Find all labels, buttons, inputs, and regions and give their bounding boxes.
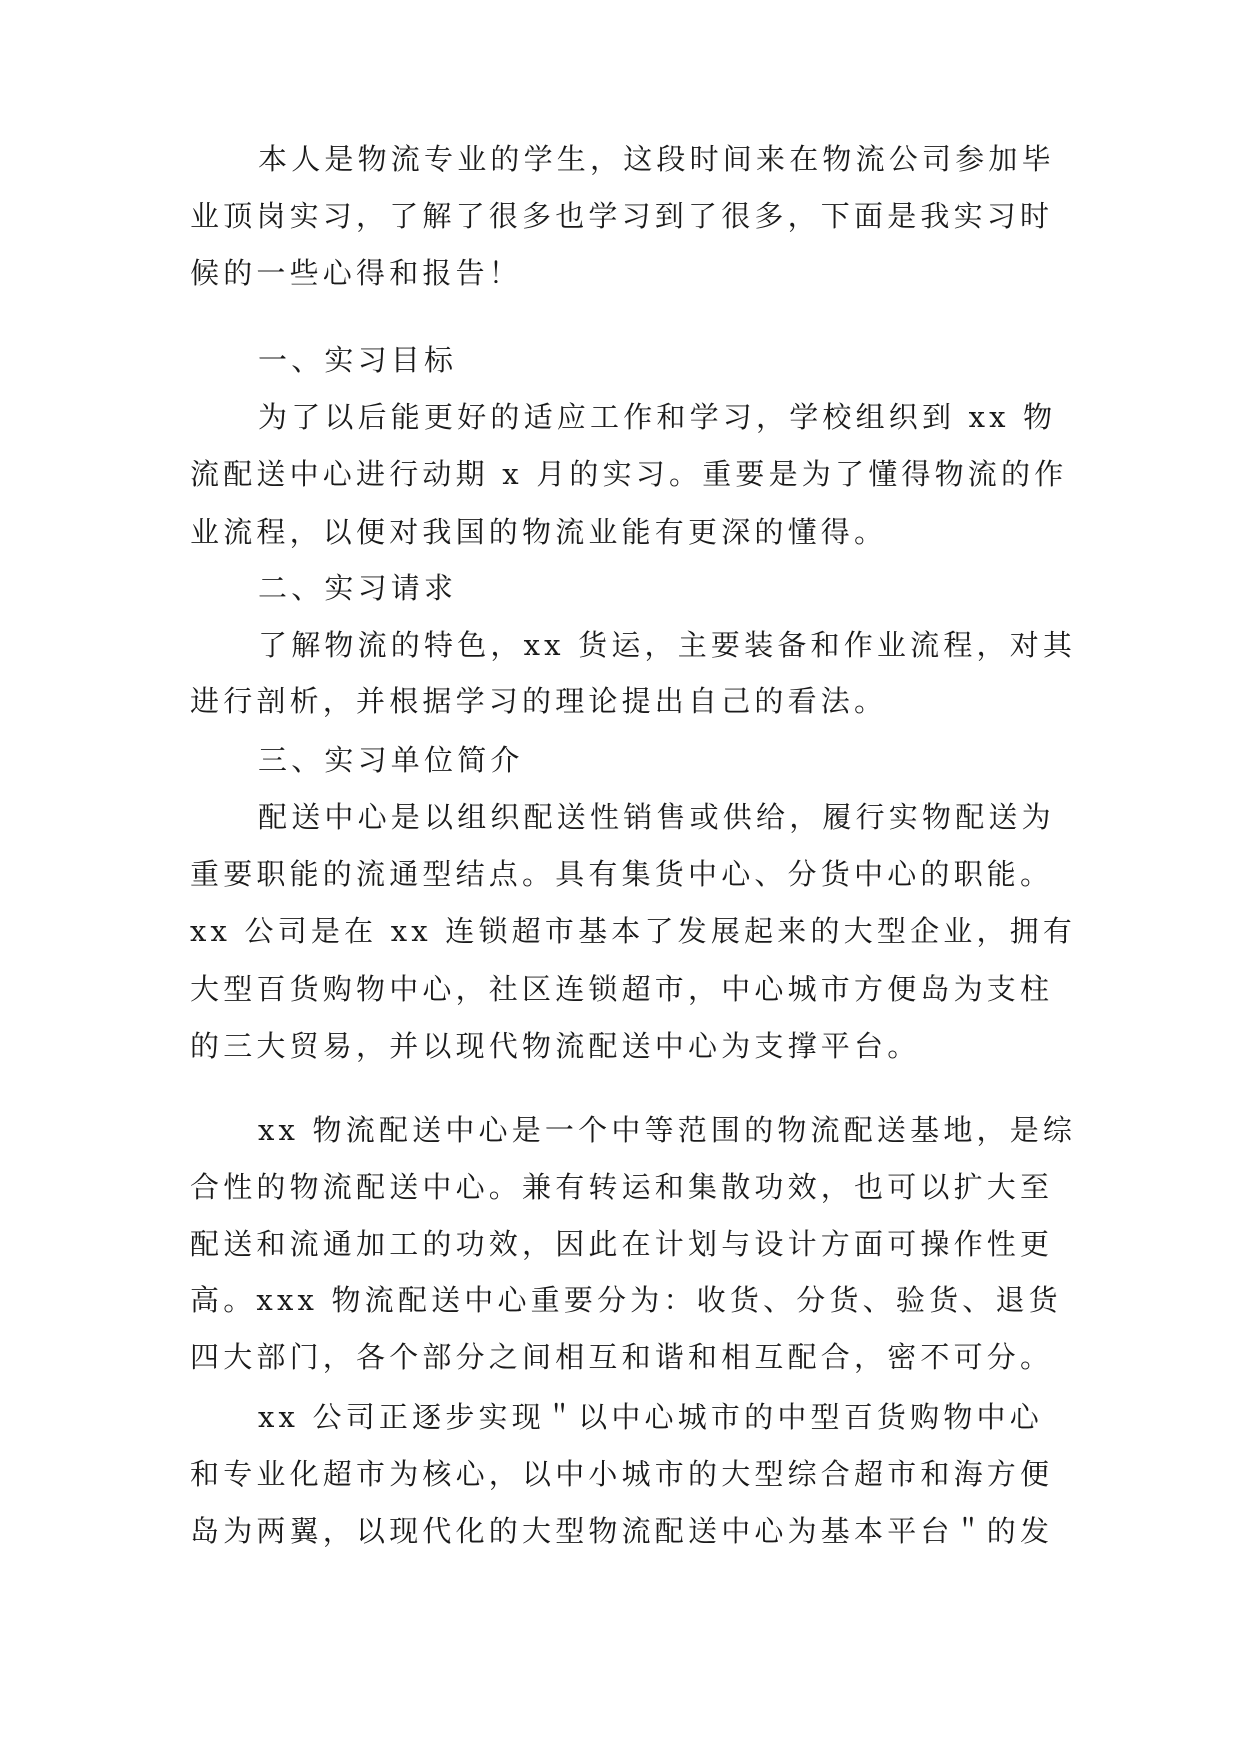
paragraph-unit-line-3: xx 公司是在 xx 连锁超市基本了发展起来的大型企业，拥有 (190, 914, 1077, 948)
paragraph-intro-line-2: 业顶岗实习，了解了很多也学习到了很多，下面是我实习时 (190, 199, 1054, 233)
paragraph-strategy-line-3: 岛为两翼，以现代化的大型物流配送中心为基本平台＂的发 (190, 1514, 1054, 1548)
paragraph-goal-line-1: 为了以后能更好的适应工作和学习，学校组织到 xx 物 (258, 400, 1057, 434)
paragraph-request-line-1: 了解物流的特色，xx 货运，主要装备和作业流程，对其 (258, 628, 1077, 662)
paragraph-unit-line-1: 配送中心是以组织配送性销售或供给，履行实物配送为 (258, 800, 1055, 834)
paragraph-strategy-line-1: xx 公司正逐步实现＂以中心城市的中型百货购物中心 (258, 1400, 1043, 1434)
paragraph-request-line-2: 进行剖析，并根据学习的理论提出自己的看法。 (190, 684, 888, 718)
paragraph-goal-line-3: 业流程，以便对我国的物流业能有更深的懂得。 (190, 515, 888, 549)
paragraph-intro-line-1: 本人是物流专业的学生，这段时间来在物流公司参加毕 (258, 142, 1055, 176)
paragraph-intro-line-3: 候的一些心得和报告！ (190, 256, 523, 290)
section-heading-unit: 三、实习单位简介 (258, 743, 524, 777)
paragraph-unit-line-5: 的三大贸易，并以现代物流配送中心为支撑平台。 (190, 1029, 921, 1063)
paragraph-center-line-5: 四大部门，各个部分之间相互和谐和相互配合，密不可分。 (190, 1340, 1054, 1374)
paragraph-unit-line-4: 大型百货购物中心，社区连锁超市，中心城市方便岛为支柱 (190, 972, 1054, 1006)
paragraph-center-line-2: 合性的物流配送中心。兼有转运和集散功效，也可以扩大至 (190, 1170, 1054, 1204)
paragraph-center-line-4: 高。xxx 物流配送中心重要分为：收货、分货、验货、退货 (190, 1283, 1062, 1317)
paragraph-goal-line-2: 流配送中心进行动期 x 月的实习。重要是为了懂得物流的作 (190, 457, 1068, 491)
section-heading-request: 二、实习请求 (258, 571, 458, 605)
paragraph-strategy-line-2: 和专业化超市为核心，以中小城市的大型综合超市和海方便 (190, 1457, 1054, 1491)
paragraph-center-line-1: xx 物流配送中心是一个中等范围的物流配送基地，是综 (258, 1113, 1077, 1147)
section-heading-goal: 一、实习目标 (258, 343, 458, 377)
paragraph-unit-line-2: 重要职能的流通型结点。具有集货中心、分货中心的职能。 (190, 857, 1054, 891)
paragraph-center-line-3: 配送和流通加工的功效，因此在计划与设计方面可操作性更 (190, 1227, 1054, 1261)
